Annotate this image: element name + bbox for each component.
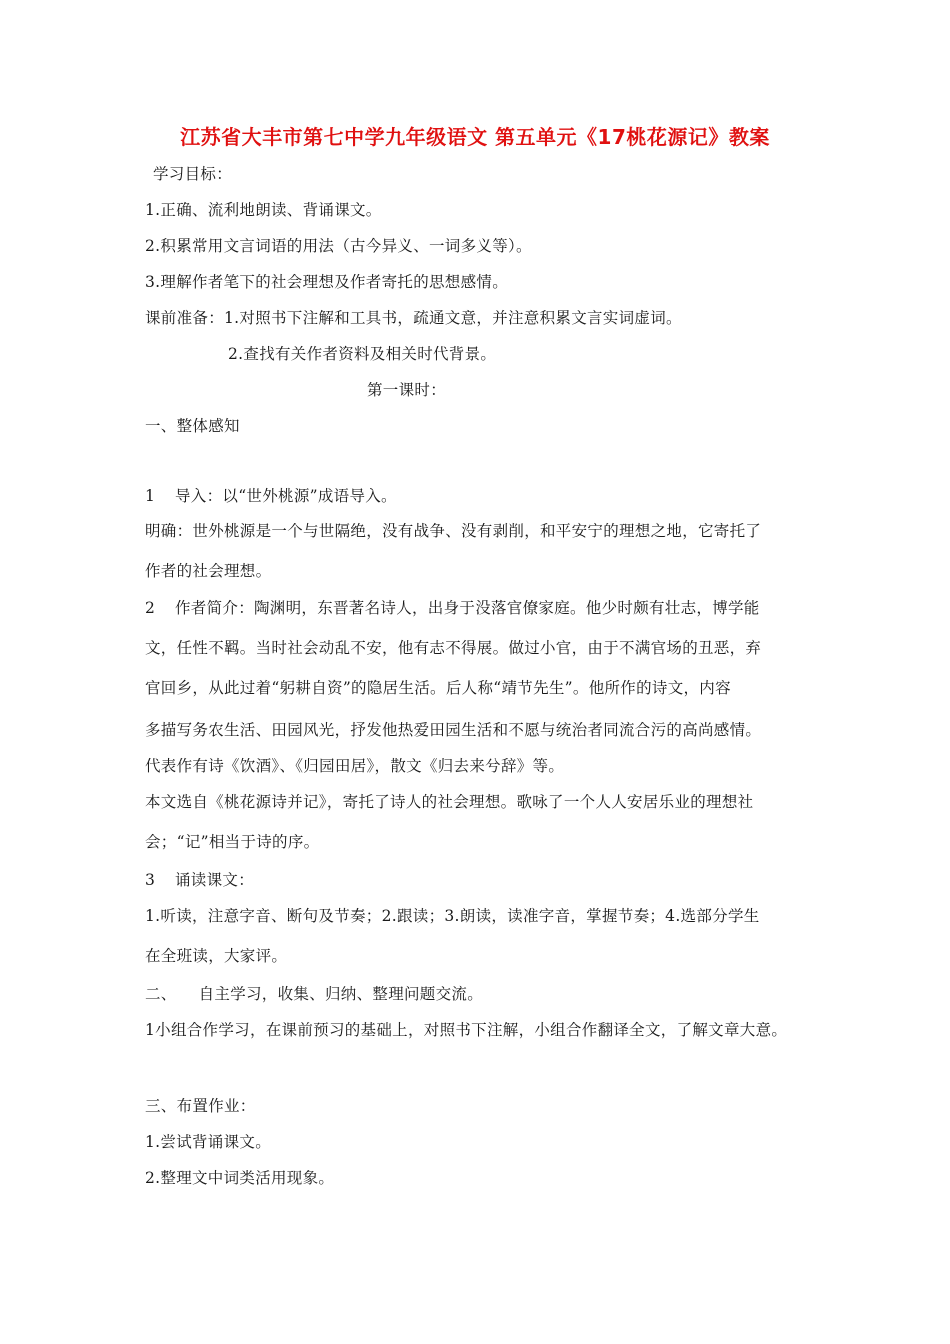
item-text: 导入：以“世外桃源”成语导入。 [175,487,397,505]
numbered-item [145,486,397,506]
section-heading: 一、整体感知 [145,417,240,435]
numbered-item [145,870,254,890]
objectives-heading: 学习目标： [153,165,233,183]
objective-item: 3.理解作者笔下的社会理想及作者寄托的思想感情。 [145,273,508,291]
paragraph-line: 会；“记”相当于诗的序。 [145,833,320,851]
section-heading [145,984,483,1004]
paragraph-line: 多描写务农生活、田园风光，抒发他热爱田园生活和不愿与统治者同流合污的高尚感情。 [145,721,762,739]
objective-item: 2.积累常用文言词语的用法（古今异义、一词多义等）。 [145,237,532,255]
paragraph-line: 文，任性不羁。当时社会动乱不安，他有志不得展。做过小官，由于不满官场的丑恶，弃 [145,639,762,657]
paragraph-line: 明确：世外桃源是一个与世隔绝，没有战争、没有剥削，和平安宁的理想之地，它寄托了 [145,522,762,540]
list-item: 1.尝试背诵课文。 [145,1133,271,1151]
list-item: 2.整理文中词类活用现象。 [145,1169,335,1187]
lesson-heading: 第一课时： [367,381,447,399]
item-number: 1 [145,487,156,505]
document-title: 江苏省大丰市第七中学九年级语文 第五单元《17桃花源记》教案 [180,125,770,149]
section-title: 自主学习，收集、归纳、整理问题交流。 [198,985,484,1003]
section-heading: 三、布置作业： [145,1097,256,1115]
paragraph-line: 作者的社会理想。 [145,562,272,580]
paragraph-line: 1.听读，注意字音、断句及节奏；2.跟读；3.朗读，读准字音，掌握节奏；4.选部分学生 [145,907,760,925]
paragraph-line: 官回乡，从此过着“躬耕自资”的隐居生活。后人称“靖节先生”。他所作的诗文，内容 [145,679,731,697]
prep-label: 课前准备： [145,309,225,327]
section-number: 二、 [145,985,177,1003]
prep-item: 1.对照书下注解和工具书，疏通文意，并注意积累文言实词虚词。 [224,309,682,327]
paragraph-line: 在全班读，大家评。 [145,947,288,965]
objective-item: 1.正确、流利地朗读、背诵课文。 [145,201,382,219]
item-text: 作者简介：陶渊明，东晋著名诗人，出身于没落官僚家庭。他少时颇有壮志，博学能 [175,599,760,617]
numbered-item [145,598,760,618]
paragraph-line: 代表作有诗《饮酒》、《归园田居》，散文《归去来兮辞》等。 [145,757,565,775]
prep-line [145,308,682,328]
item-number: 2 [145,599,156,617]
prep-item: 2.查找有关作者资料及相关时代背景。 [228,345,497,363]
paragraph-line: 1小组合作学习，在课前预习的基础上，对照书下注解，小组合作翻译全文，了解文章大意。 [145,1021,788,1039]
paragraph-line: 本文选自《桃花源诗并记》，寄托了诗人的社会理想。歌咏了一个人人安居乐业的理想社 [145,793,754,811]
item-number: 3 [145,871,156,889]
item-text: 诵读课文： [175,871,255,889]
